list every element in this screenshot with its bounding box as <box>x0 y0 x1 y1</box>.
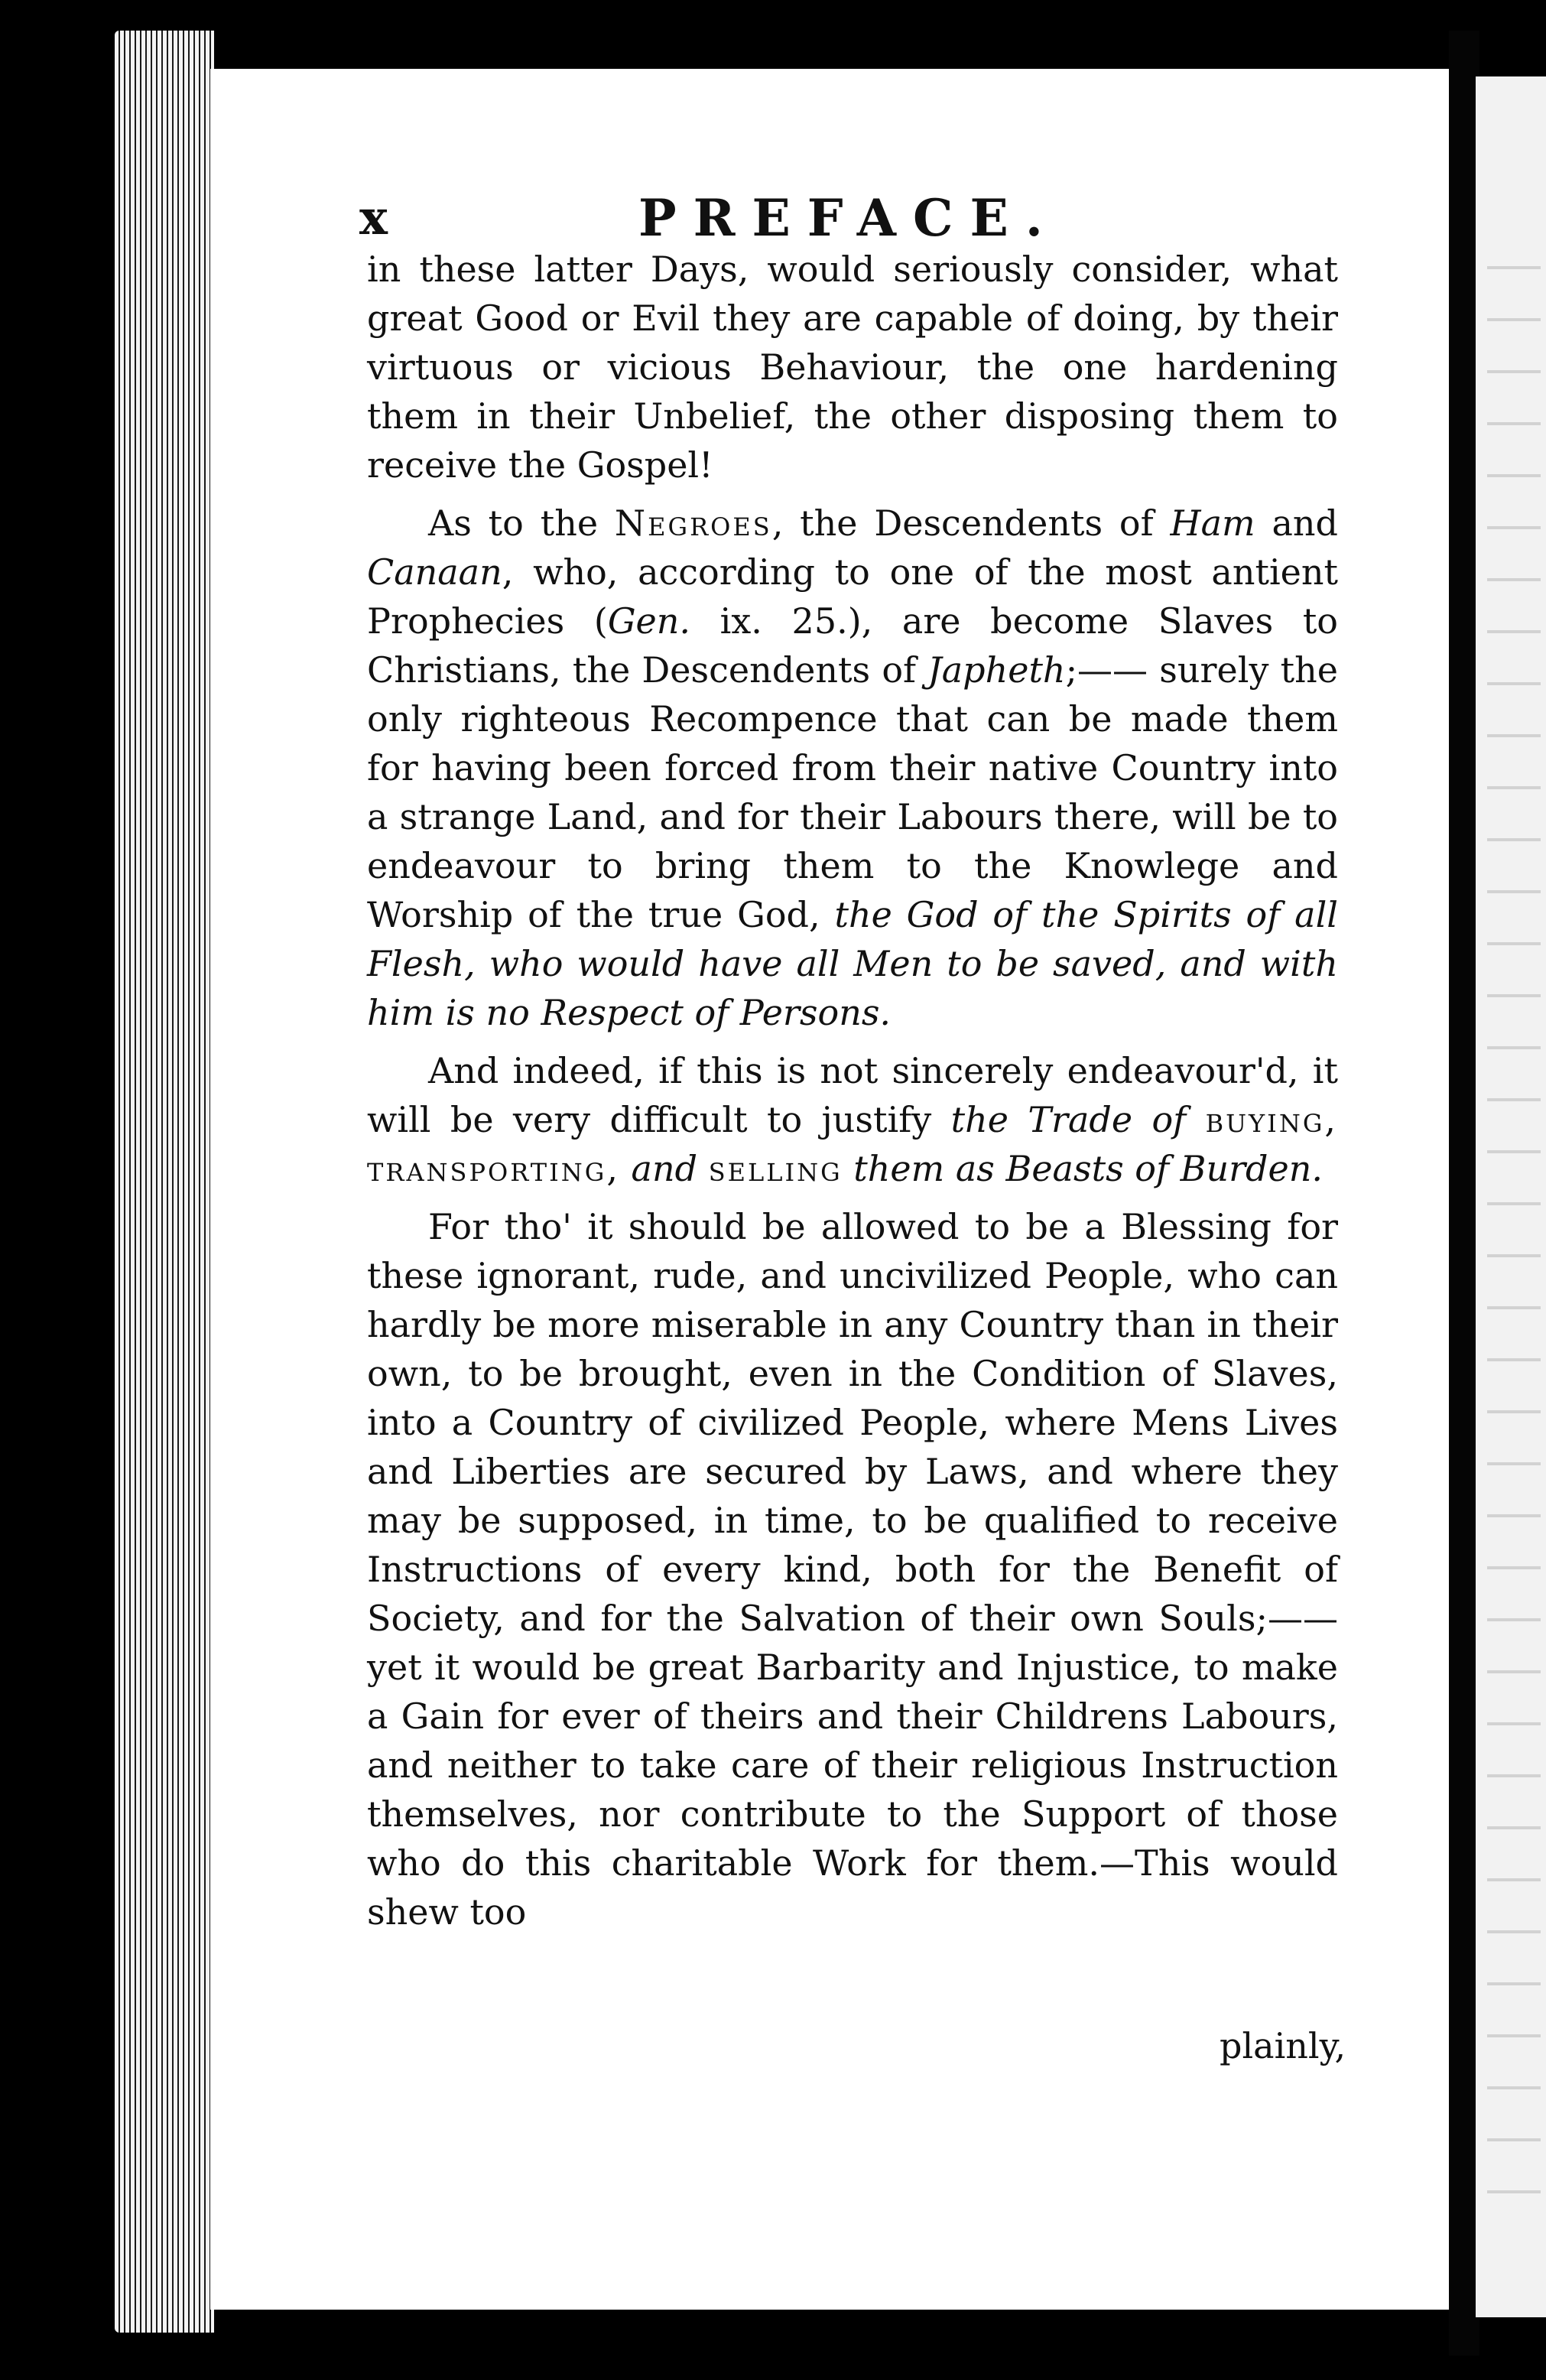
book-gutter <box>1449 31 1479 2356</box>
text-run: , the Descendents of <box>771 502 1171 544</box>
page-header <box>359 184 1338 252</box>
text-run-italic: the God of the Spirits of all Flesh, who would have all Men to be saved, and with him is no Respect of Persons. <box>367 894 1338 1033</box>
body-text <box>367 245 1338 1946</box>
text-run: As to the <box>428 502 615 544</box>
text-run: ;—— surely the only righteous Recompence that can be made them for having been forced from their native Country into a strange Land, and for their Labours there, will be to endeavour to bring them to the Knowlege and Worship of the true God, <box>367 649 1338 935</box>
text-run-smallcaps: buying, transporting, <box>367 1099 1338 1189</box>
text-run: , who, according to one of the most antient Prophecies ( <box>367 551 1338 642</box>
paragraph-3 <box>367 1046 1338 1193</box>
text-run: ix. 25.), are become Slaves to Christians, the Descendents of <box>367 600 1339 691</box>
text-run-italic: Canaan <box>367 551 502 593</box>
text-run-italic: the Trade of <box>950 1099 1206 1140</box>
text-run: And indeed, if this is not sincerely endeavour'd, it will be very difficult to justify <box>367 1050 1338 1140</box>
catchword: plainly, <box>1220 2025 1346 2066</box>
paragraph-4: For tho' it should be allowed to be a Blessing for these ignorant, rude, and uncivilized People, who can hardly be more miserable in any Country than in their own, to be brought, even in the Condition of Slaves, into a Country of civilized People, where Mens Lives and Liberties are secured by Laws, and where they may be supposed, in time, to be qualified to receive Instructions of every kind, both for the Benefit of Society, and for the Salvation of their own Souls;——yet it would be great Barbarity and Injustice, to make a Gain for ever of theirs and their Childrens Labours, and neither to take care of their religious Instruction themselves, nor contribute to the Support of those who do this charitable Work for them.—This would shew too <box>367 1206 1338 1933</box>
book-page-edges <box>115 31 214 2333</box>
running-head: PREFACE. <box>638 188 1060 248</box>
text-run-smallcaps: selling <box>708 1148 843 1189</box>
text-run-italic: them as Beasts of Burden. <box>842 1148 1323 1189</box>
text-run-italic: and <box>619 1148 709 1189</box>
page-number: x <box>359 190 388 245</box>
facing-page-bleed <box>1487 229 1541 2218</box>
text-run-italic: Gen. <box>607 600 691 642</box>
paragraph-1: in these latter Days, would seriously consider, what great Good or Evil they are capable of doing, by their virtuous or vicious Behaviour, the one hardening them in their Unbelief, the other disposing them to receive the Gospel! <box>367 249 1338 486</box>
text-run-smallcaps: Negroes <box>614 502 772 544</box>
text-run-italic: Ham <box>1170 502 1255 544</box>
text-run: and <box>1255 502 1339 544</box>
paragraph-2 <box>367 499 1338 1037</box>
text-run-italic: Japheth <box>927 649 1066 691</box>
